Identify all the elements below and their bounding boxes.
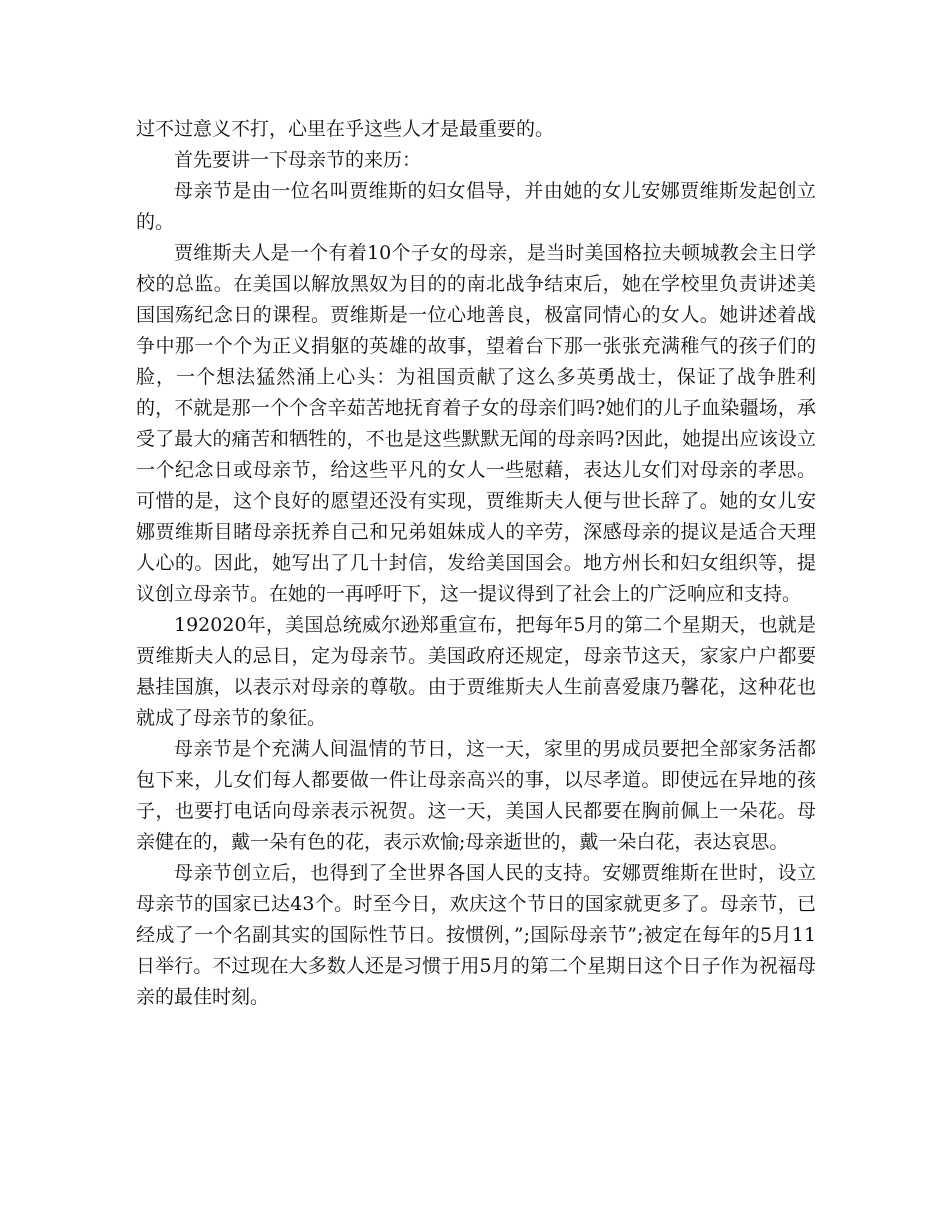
document-body bbox=[136, 114, 816, 1013]
paragraph-international: 母亲节创立后，也得到了全世界各国人民的支持。安娜贾维斯在世时，设立母亲节的国家已达43个。时至今日，欢庆这个节日的国家就更多了。母亲节，已经成了一个名副其实的国际性节日。按惯例，”;国际母亲节”;被定在每年的5月11日举行。不过现在大多数人还是习惯于用5月的第二个星期日这个日子作为祝福母亲的最佳时刻。 bbox=[136, 862, 816, 1008]
paragraph-intro: 首先要讲一下母亲节的来历： bbox=[174, 149, 422, 171]
paragraph-origin: 母亲节是由一位名叫贾维斯的妇女倡导，并由她的女儿安娜贾维斯发起创立的。 bbox=[136, 180, 816, 233]
paragraph-wilson-declaration: 192020年，美国总统威尔逊郑重宣布，把每年5月的第二个星期天，也就是贾维斯夫人的忌日，定为母亲节。美国政府还规定，母亲节这天，家家户户都要悬挂国旗，以表示对母亲的尊敬。由于贾维斯夫人生前喜爱康乃馨花，这种花也就成了母亲节的象征。 bbox=[136, 614, 816, 729]
paragraph-continuation: 过不过意义不打，心里在乎这些人才是最重要的。 bbox=[136, 118, 555, 140]
paragraph-jarvis-story: 贾维斯夫人是一个有着10个子女的母亲，是当时美国格拉夫顿城教会主日学校的总监。在美国以解放黑奴为目的的南北战争结束后，她在学校里负责讲述美国国殇纪念日的课程。贾维斯是一位心地善良，极富同情心的女人。她讲述着战争中那一个个为正义捐躯的英雄的故事，望着台下那一张张充满稚气的孩子们的脸，一个想法猛然涌上心头：为祖国贡献了这么多英勇战士，保证了战争胜利的，不就是那一个个含辛茹苦地抚育着子女的母亲们吗?她们的儿子血染疆场，承受了最大的痛苦和牺牲的，不也是这些默默无闻的母亲吗?因此，她提出应该设立一个纪念日或母亲节，给这些平凡的女人一些慰藉，表达儿女们对母亲的孝思。可惜的是，这个良好的愿望还没有实现，贾维斯夫人便与世长辞了。她的女儿安娜贾维斯目睹母亲抚养自己和兄弟姐妹成人的辛劳，深感母亲的提议是适合天理人心的。因此，她写出了几十封信，发给美国国会。地方州长和妇女组织等，提议创立母亲节。在她的一再呼吁下，这一提议得到了社会上的广泛响应和支持。 bbox=[136, 242, 816, 605]
paragraph-celebration: 母亲节是个充满人间温情的节日，这一天，家里的男成员要把全部家务活都包下来，儿女们每人都要做一件让母亲高兴的事，以尽孝道。即使远在异地的孩子，也要打电话向母亲表示祝贺。这一天，美国人民都要在胸前佩上一朵花。母亲健在的，戴一朵有色的花，表示欢愉;母亲逝世的，戴一朵白花，表达哀思。 bbox=[136, 738, 816, 853]
